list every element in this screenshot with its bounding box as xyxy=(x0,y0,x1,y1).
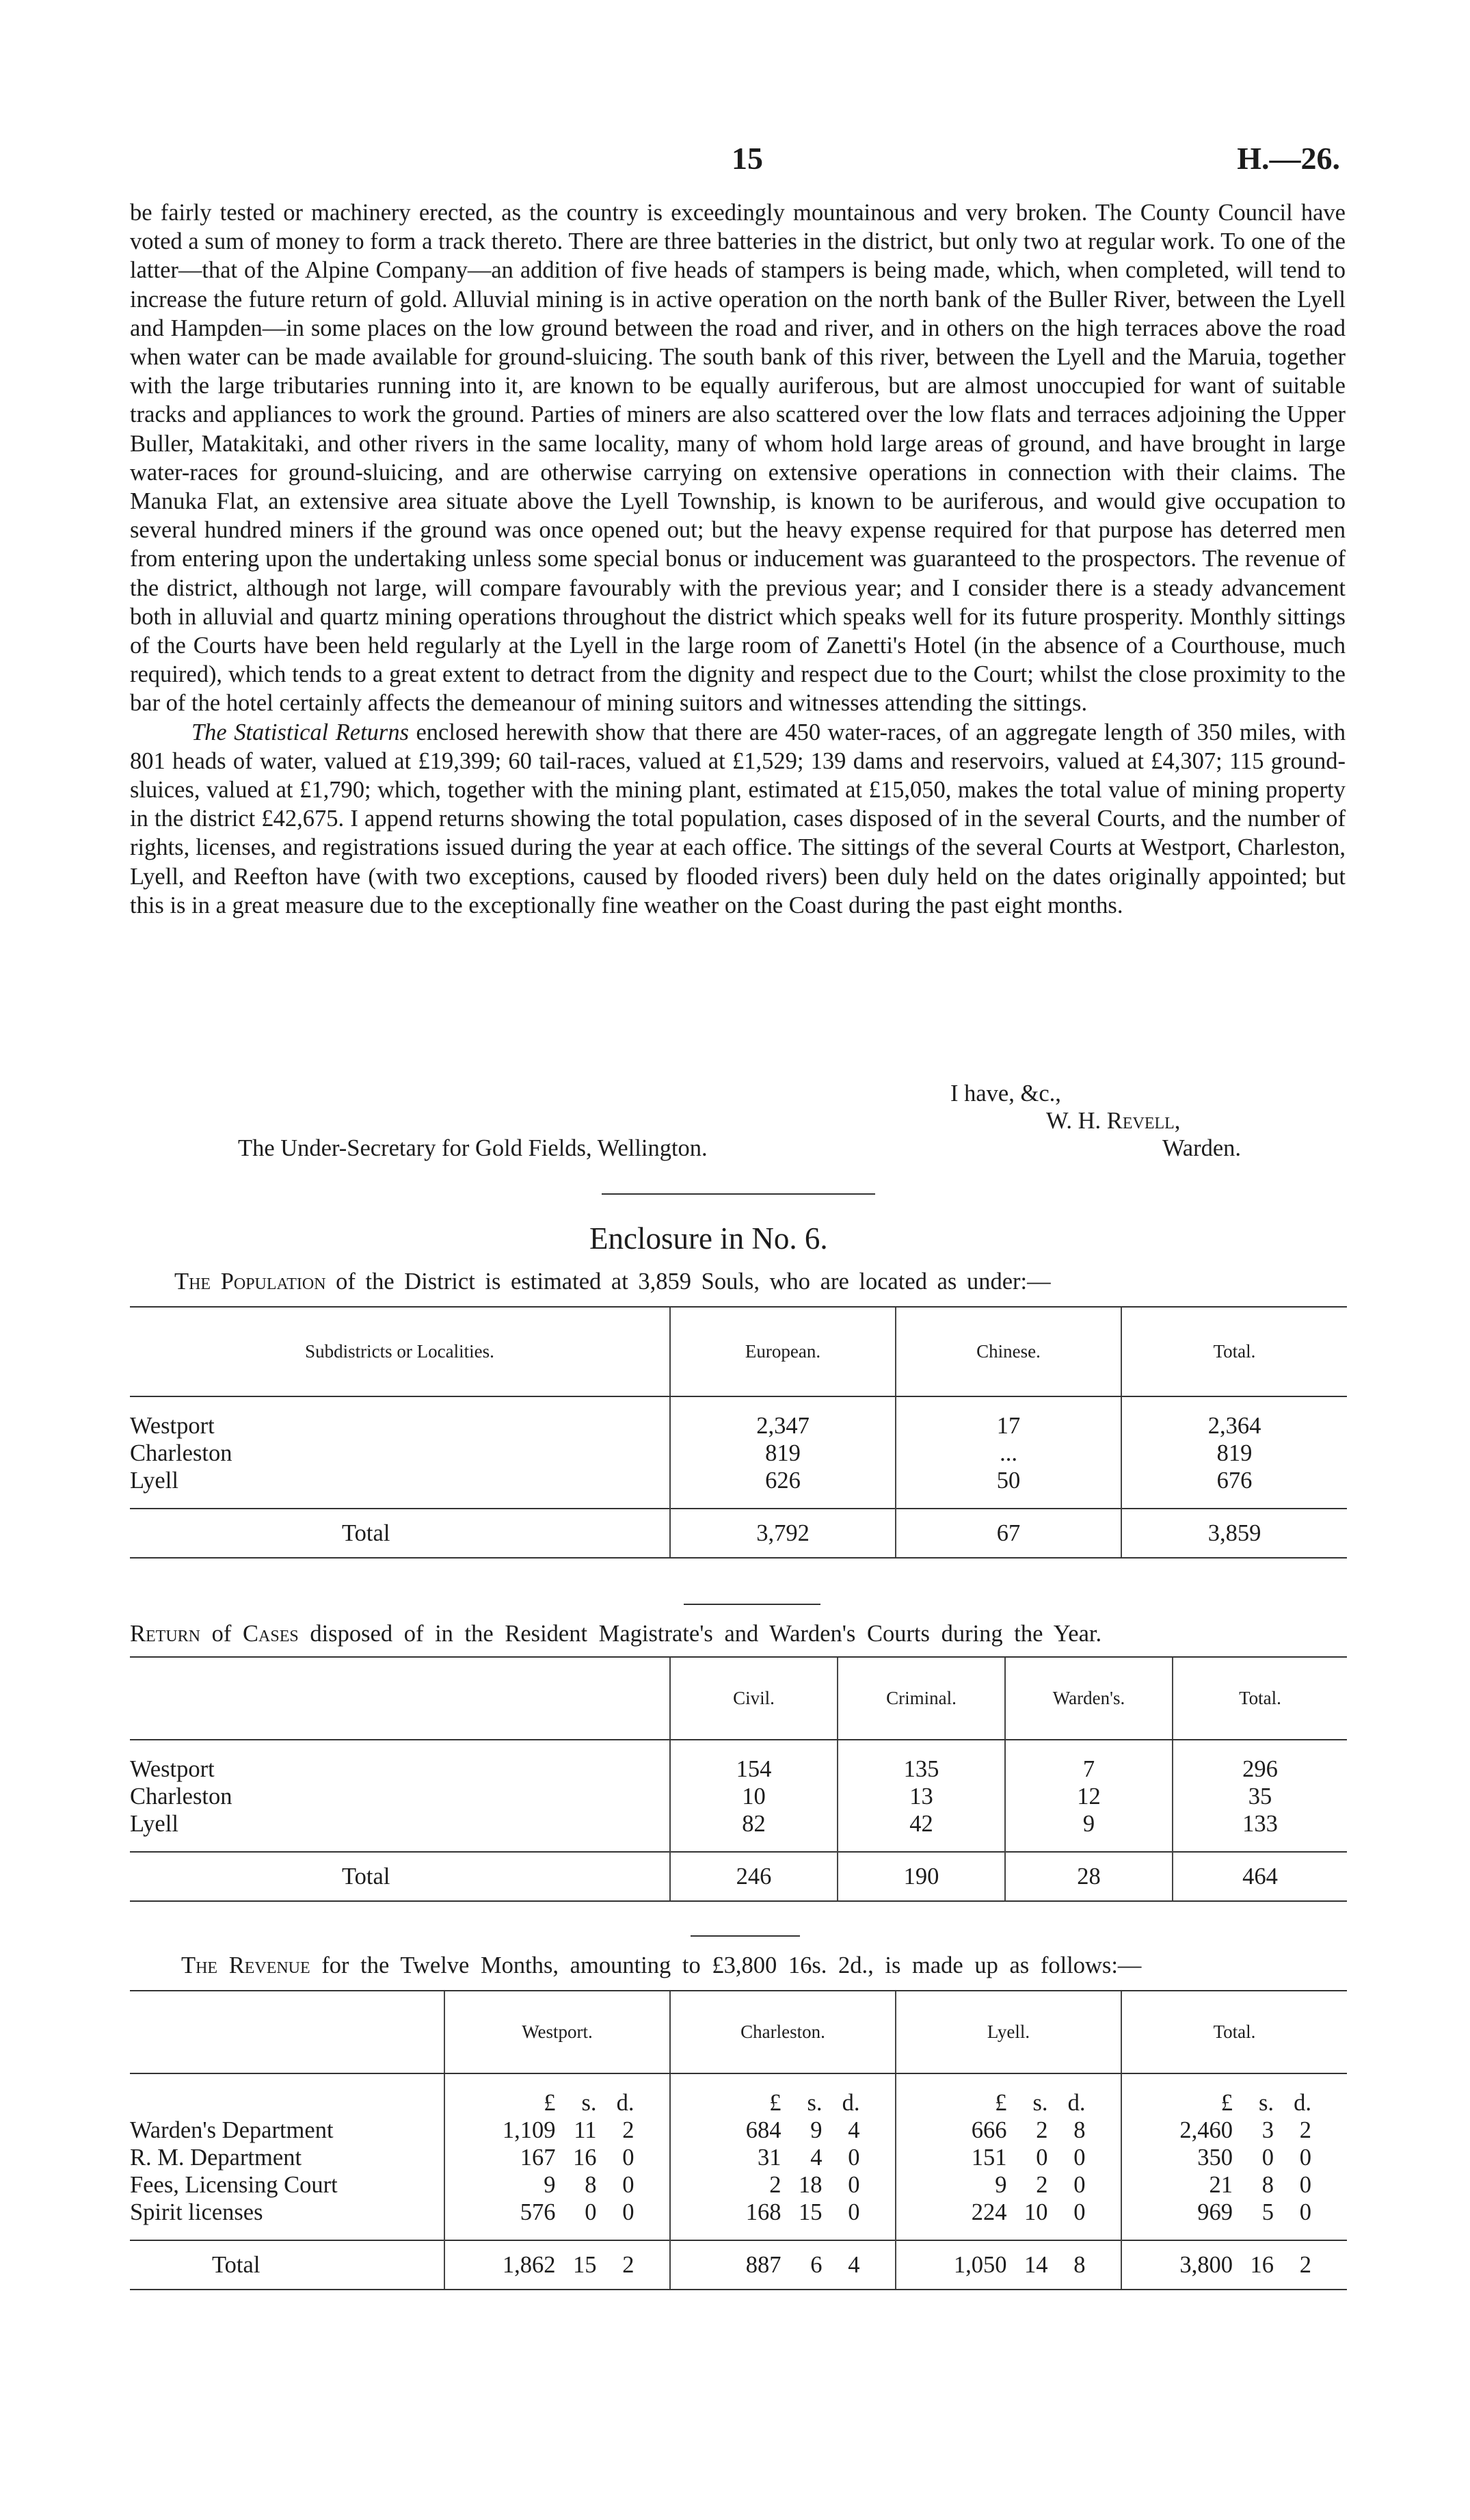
amount-pounds: 2 xyxy=(769,2171,781,2198)
cell-total: 464 xyxy=(1173,1852,1347,1901)
cell-total: 35 xyxy=(1173,1783,1347,1810)
cell-civil: 246 xyxy=(670,1852,838,1901)
unit-pounds: £ xyxy=(995,2089,1007,2116)
cases-caption xyxy=(130,1621,1101,1647)
amount-shillings: 16 xyxy=(573,2144,597,2171)
cell-charleston xyxy=(670,2117,896,2144)
amount-shillings: 8 xyxy=(585,2171,597,2198)
amount-shillings: 18 xyxy=(799,2171,823,2198)
amount-pounds: 969 xyxy=(1197,2199,1233,2225)
cell-lyell xyxy=(896,2199,1121,2240)
cases-header-total: Total. xyxy=(1173,1658,1347,1740)
amount-shillings: 5 xyxy=(1261,2199,1274,2225)
page-header xyxy=(130,140,1340,181)
revenue-caption xyxy=(181,1952,1141,1979)
cell-westport xyxy=(444,2117,670,2144)
population-caption-lead: The Population xyxy=(174,1269,326,1295)
revenue-header-westport: Westport. xyxy=(444,1991,670,2073)
cell-european: 626 xyxy=(670,1467,896,1509)
signature: W. H. Revell, xyxy=(1046,1108,1181,1134)
row-label: Charleston xyxy=(130,1783,232,1809)
cell-total: 133 xyxy=(1173,1810,1347,1852)
revenue-caption-rest: for the Twelve Months, amounting to £3,800 16s. 2d., is made up as follows:— xyxy=(321,1952,1142,1978)
amount-pounds: 1,050 xyxy=(953,2251,1007,2278)
unit-pence: d. xyxy=(842,2089,860,2116)
unit-shillings: s. xyxy=(581,2089,597,2116)
amount-pounds: 887 xyxy=(745,2251,781,2278)
enclosure-title: Enclosure in No. 6. xyxy=(589,1221,828,1256)
cell-total: 676 xyxy=(1121,1467,1347,1509)
cases-caption-lead: Return xyxy=(130,1621,201,1647)
cell-charleston xyxy=(670,2171,896,2199)
unit-shillings: s. xyxy=(807,2089,823,2116)
amount-pounds: 31 xyxy=(758,2144,781,2171)
amount-shillings: 0 xyxy=(1036,2144,1048,2171)
population-header-chinese: Chinese. xyxy=(896,1308,1121,1396)
amount-pounds: 151 xyxy=(971,2144,1007,2171)
cell-chinese: ... xyxy=(896,1440,1121,1467)
cell-european: 2,347 xyxy=(670,1396,896,1440)
amount-pounds: 3,800 xyxy=(1179,2251,1233,2278)
amount-pounds: 9 xyxy=(995,2171,1007,2198)
cell-criminal: 13 xyxy=(838,1783,1005,1810)
table-row xyxy=(130,2144,1347,2171)
amount-shillings: 11 xyxy=(574,2117,597,2143)
cell-wardens: 9 xyxy=(1005,1810,1173,1852)
cell-total xyxy=(1121,2144,1347,2171)
units-row xyxy=(130,2073,1347,2117)
amount-shillings: 4 xyxy=(810,2144,823,2171)
amount-shillings: 0 xyxy=(1261,2144,1274,2171)
unit-pence: d. xyxy=(1294,2089,1311,2116)
amount-pence: 0 xyxy=(1073,2171,1086,2198)
amount-pounds: 1,109 xyxy=(502,2117,556,2143)
unit-pounds: £ xyxy=(544,2089,556,2116)
row-label: Warden's Department xyxy=(130,2117,334,2143)
amount-shillings: 2 xyxy=(1036,2171,1048,2198)
cell-westport xyxy=(444,2199,670,2240)
cell-total: 296 xyxy=(1173,1740,1347,1783)
amount-shillings: 8 xyxy=(1261,2171,1274,2198)
paragraph-2 xyxy=(130,718,1346,920)
section-divider xyxy=(691,1935,800,1937)
amount-pence: 0 xyxy=(1299,2144,1311,2171)
cases-header-blank xyxy=(130,1658,670,1740)
cell-wardens: 28 xyxy=(1005,1852,1173,1901)
row-label: Westport xyxy=(130,1755,215,1782)
cell-total: 819 xyxy=(1121,1440,1347,1467)
population-caption xyxy=(174,1269,1051,1295)
amount-pence: 2 xyxy=(1299,2117,1311,2143)
amount-shillings: 3 xyxy=(1261,2117,1274,2143)
amount-pounds: 167 xyxy=(520,2144,556,2171)
revenue-table xyxy=(130,1991,1347,2290)
cell-criminal: 135 xyxy=(838,1740,1005,1783)
cell-charleston xyxy=(670,2144,896,2171)
cell-total xyxy=(1121,2117,1347,2144)
table-row xyxy=(130,2171,1347,2199)
cases-header-criminal: Criminal. xyxy=(838,1658,1005,1740)
cell-wardens: 7 xyxy=(1005,1740,1173,1783)
amount-shillings: 0 xyxy=(585,2199,597,2225)
paragraph-1: be fairly tested or machinery erected, as the country is exceedingly mountainous and very broken. The County Council have voted a sum of money to form a track thereto. There are three batteries in the district, but only two at regular work. To one of the latter—that of the Alpine Company—an addition of five heads of stampers is being made, which, when completed, will tend to increase the future return of gold. Alluvial mining is in active operation on the north bank of the Buller River, between the Lyell and Hampden—in some places on the low ground between the road and river, and in others on the high terraces above the road when water can be made available for ground-sluicing. The south bank of this river, between the Lyell and the Maruia, together with the large tributaries running into it, are known to be equally auriferous, but are almost unoccupied for want of suitable tracks and appliances to work the ground. Parties of miners are also scattered over the low flats and terraces adjoining the Upper Buller, Matakitaki, and other rivers in the same locality, many of whom hold large areas of ground, and have brought in large water-races for ground-sluicing, and are otherwise carrying on extensive operations in connection with their claims. The Manuka Flat, an extensive area situate above the Lyell Township, is known to be auriferous, and would give occupation to several hundred miners if the ground was once opened out; but the heavy expense required for that purpose has deterred men from entering upon the undertaking unless some special bonus or inducement was guaranteed to the prospectors. The revenue of the district, although not large, will compare favourably with the previous year; and I consider there is a steady advancement both in alluvial and quartz mining operations throughout the district which speaks well for its future prosperity. Monthly sittings of the Courts have been held regularly at the Lyell in the large room of Zanetti's Hotel (in the absence of a Courthouse, much required), which tends to a great extent to detract from the dignity and respect due to the Court; whilst the close proximity to the bar of the hotel certainly affects the demeanour of mining suitors and witnesses attending the sittings. xyxy=(130,200,1346,717)
cell-chinese: 67 xyxy=(896,1509,1121,1558)
document-reference: H.—26. xyxy=(1237,141,1340,176)
unit-shillings: s. xyxy=(1258,2089,1274,2116)
amount-pence: 2 xyxy=(622,2117,634,2143)
table-row xyxy=(130,1467,1347,1509)
letter-body xyxy=(130,198,1346,920)
cases-header-civil: Civil. xyxy=(670,1658,838,1740)
row-label: Lyell xyxy=(130,1467,178,1494)
revenue-header-lyell: Lyell. xyxy=(896,1991,1121,2073)
amount-shillings: 2 xyxy=(1036,2117,1048,2143)
revenue-caption-lead: The Revenue xyxy=(181,1952,310,1978)
row-label: Fees, Licensing Court xyxy=(130,2171,338,2198)
row-label: Charleston xyxy=(130,1440,232,1466)
row-label: Lyell xyxy=(130,1810,178,1837)
amount-pence: 4 xyxy=(848,2117,860,2143)
table-total-row xyxy=(130,1852,1347,1901)
cell-chinese: 50 xyxy=(896,1467,1121,1509)
amount-pence: 0 xyxy=(1299,2171,1311,2198)
total-label: Total xyxy=(342,1520,390,1546)
amount-pounds: 576 xyxy=(520,2199,556,2225)
amount-pounds: 2,460 xyxy=(1179,2117,1233,2143)
revenue-header-charleston: Charleston. xyxy=(670,1991,896,2073)
row-label: Westport xyxy=(130,1412,215,1439)
cell-westport xyxy=(444,2240,670,2290)
population-table xyxy=(130,1308,1347,1559)
section-divider xyxy=(602,1193,875,1195)
amount-pence: 4 xyxy=(848,2251,860,2278)
amount-pounds: 9 xyxy=(544,2171,556,2198)
table-total-row xyxy=(130,1509,1347,1558)
cell-total xyxy=(1121,2240,1347,2290)
amount-pence: 0 xyxy=(622,2199,634,2225)
amount-pence: 2 xyxy=(1299,2251,1311,2278)
table-row xyxy=(130,1440,1347,1467)
cell-westport xyxy=(444,2171,670,2199)
cases-caption-rest: disposed of in the Resident Magistrate's and Warden's Courts during the Year. xyxy=(310,1621,1102,1647)
amount-pence: 0 xyxy=(1073,2144,1086,2171)
cell-total: 3,859 xyxy=(1121,1509,1347,1558)
cell-lyell xyxy=(896,2171,1121,2199)
unit-pounds: £ xyxy=(1220,2089,1233,2116)
cell-civil: 154 xyxy=(670,1740,838,1783)
amount-pence: 0 xyxy=(848,2144,860,2171)
cell-european: 819 xyxy=(670,1440,896,1467)
population-header-european: European. xyxy=(670,1308,896,1396)
cases-table xyxy=(130,1658,1347,1902)
amount-pence: 8 xyxy=(1073,2251,1086,2278)
cell-lyell xyxy=(896,2144,1121,2171)
unit-shillings: s. xyxy=(1032,2089,1048,2116)
table-row xyxy=(130,1810,1347,1852)
amount-pounds: 684 xyxy=(745,2117,781,2143)
cell-civil: 10 xyxy=(670,1783,838,1810)
addressee: The Under-Secretary for Gold Fields, Wellington. xyxy=(238,1135,708,1161)
amount-pence: 0 xyxy=(848,2171,860,2198)
table-row xyxy=(130,1740,1347,1783)
section-divider xyxy=(684,1604,820,1605)
row-label: Spirit licenses xyxy=(130,2199,263,2225)
population-caption-rest: of the District is estimated at 3,859 Souls, who are located as under:— xyxy=(336,1269,1051,1295)
cell-total: 2,364 xyxy=(1121,1396,1347,1440)
revenue-header-blank xyxy=(130,1991,444,2073)
unit-pence: d. xyxy=(616,2089,634,2116)
amount-shillings: 6 xyxy=(810,2251,823,2278)
paragraph-2-rest: enclosed herewith show that there are 450 water-races, of an aggregate length of 350 miles, with 801 heads of water, valued at £19,399; 60 tail-races, valued at £1,529; 139 dams and reservoirs, valued at £4,307; 115 ground-sluices, valued at £1,790; which, together with the mining plant, estimated at £15,050, makes the total value of mining property in the district £42,675. I append returns showing the total population, cases disposed of in the several Courts, and the number of rights, licenses, and registrations issued during the year at each office. The sittings of the several Courts at Westport, Charleston, Lyell, and Reefton have (with two exceptions, caused by flooded rivers) been duly held on the dates originally appointed; but this is in a great measure due to the exceptionally fine weather on the Coast during the past eight months. xyxy=(130,719,1346,918)
cell-total xyxy=(1121,2171,1347,2199)
population-header-locality: Subdistricts or Localities. xyxy=(130,1308,670,1396)
amount-pounds: 168 xyxy=(745,2199,781,2225)
cell-lyell xyxy=(896,2117,1121,2144)
total-label: Total xyxy=(212,2251,260,2278)
amount-shillings: 9 xyxy=(810,2117,823,2143)
amount-pence: 0 xyxy=(848,2199,860,2225)
amount-pence: 0 xyxy=(622,2171,634,2198)
cell-wardens: 12 xyxy=(1005,1783,1173,1810)
amount-shillings: 15 xyxy=(799,2199,823,2225)
cell-chinese: 17 xyxy=(896,1396,1121,1440)
letter-closing: I have, &c., xyxy=(950,1080,1061,1106)
amount-pounds: 224 xyxy=(971,2199,1007,2225)
revenue-header-total: Total. xyxy=(1121,1991,1347,2073)
amount-pounds: 21 xyxy=(1209,2171,1233,2198)
row-label: R. M. Department xyxy=(130,2144,302,2171)
cell-charleston xyxy=(670,2240,896,2290)
cases-caption-cases: Cases xyxy=(243,1621,299,1647)
table-row xyxy=(130,1396,1347,1440)
amount-shillings: 10 xyxy=(1024,2199,1048,2225)
cell-westport xyxy=(444,2144,670,2171)
amount-pounds: 350 xyxy=(1197,2144,1233,2171)
cell-civil: 82 xyxy=(670,1810,838,1852)
cases-header-wardens: Warden's. xyxy=(1005,1658,1173,1740)
table-row xyxy=(130,1783,1347,1810)
population-header-total: Total. xyxy=(1121,1308,1347,1396)
cell-total xyxy=(1121,2199,1347,2240)
cell-lyell xyxy=(896,2240,1121,2290)
amount-shillings: 15 xyxy=(573,2251,597,2278)
cell-charleston xyxy=(670,2199,896,2240)
table-total-row xyxy=(130,2240,1347,2290)
amount-shillings: 16 xyxy=(1250,2251,1274,2278)
amount-pounds: 666 xyxy=(971,2117,1007,2143)
table-row xyxy=(130,2199,1347,2240)
signatory-rank: Warden. xyxy=(1162,1135,1242,1161)
page-number: 15 xyxy=(732,141,763,176)
total-label: Total xyxy=(342,1863,390,1889)
amount-shillings: 14 xyxy=(1024,2251,1048,2278)
unit-pounds: £ xyxy=(769,2089,781,2116)
amount-pence: 2 xyxy=(622,2251,634,2278)
cell-criminal: 190 xyxy=(838,1852,1005,1901)
paragraph-2-lead: The Statistical Returns xyxy=(191,719,410,745)
amount-pence: 0 xyxy=(622,2144,634,2171)
amount-pence: 0 xyxy=(1073,2199,1086,2225)
cell-european: 3,792 xyxy=(670,1509,896,1558)
table-row xyxy=(130,2117,1347,2144)
unit-pence: d. xyxy=(1067,2089,1086,2116)
amount-pounds: 1,862 xyxy=(502,2251,556,2278)
amount-pence: 0 xyxy=(1299,2199,1311,2225)
cases-caption-of: of xyxy=(211,1621,232,1647)
amount-pence: 8 xyxy=(1073,2117,1086,2143)
cell-criminal: 42 xyxy=(838,1810,1005,1852)
